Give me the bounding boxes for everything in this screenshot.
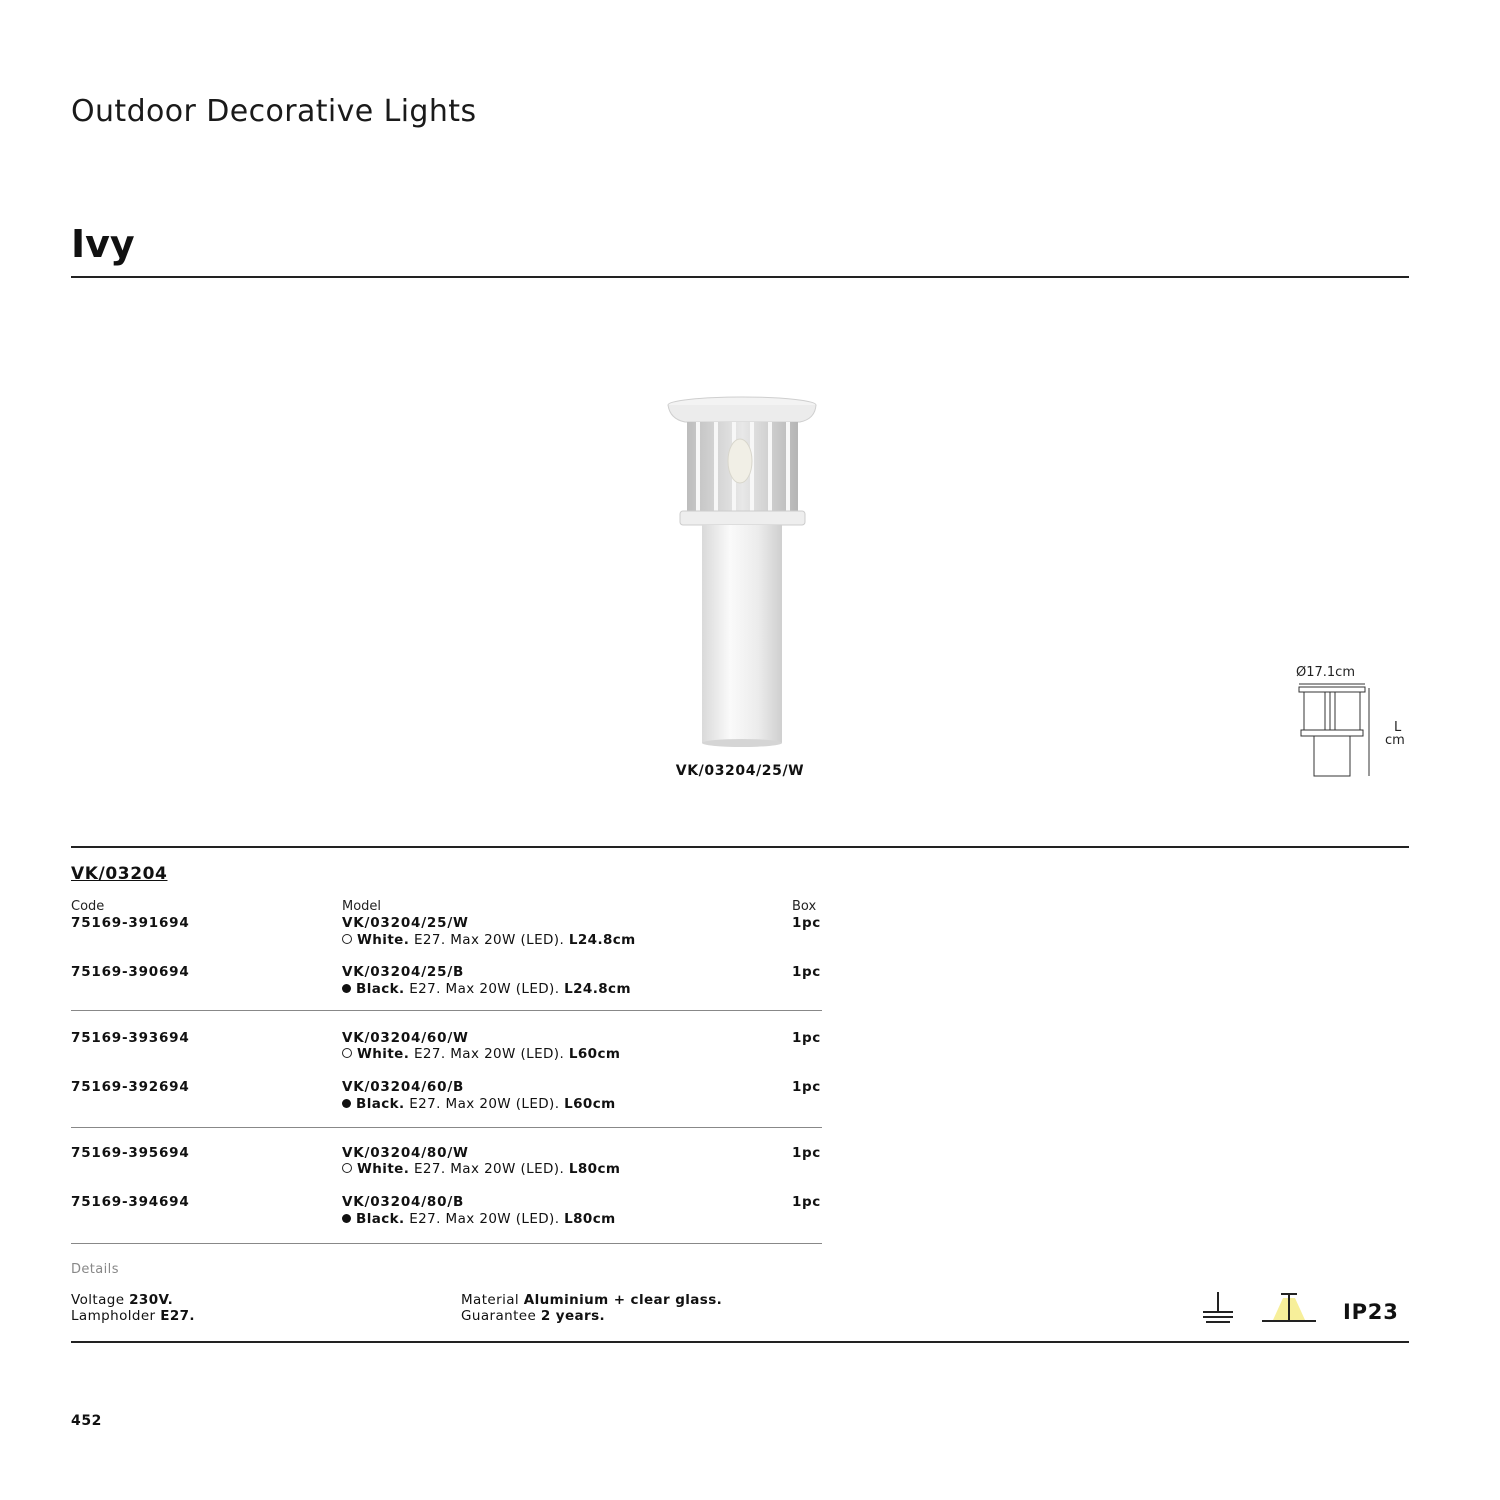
white-swatch-icon [342, 934, 352, 944]
page-number: 452 [71, 1413, 103, 1429]
row-color: White. [357, 932, 410, 948]
row-color: Black. [356, 1096, 405, 1112]
row-code: 75169-390694 [71, 964, 190, 980]
black-swatch-icon [342, 984, 351, 993]
lampholder-value: E27. [160, 1308, 195, 1324]
voltage-label: Voltage [71, 1292, 130, 1308]
ip-rating: IP23 [1343, 1300, 1399, 1324]
photo-caption: VK/03204/25/W [675, 763, 805, 779]
guarantee-value: 2 years. [540, 1308, 606, 1324]
row-code: 75169-394694 [71, 1194, 190, 1210]
lampholder-spec [71, 1308, 195, 1324]
row-box: 1pc [792, 1145, 821, 1161]
row-color: Black. [356, 1211, 405, 1227]
product-photo [660, 395, 825, 750]
row-spec: E27. Max 20W (LED). [409, 932, 569, 948]
lampholder-label: Lampholder [71, 1308, 161, 1324]
row-box: 1pc [792, 1030, 821, 1046]
row-spec: E27. Max 20W (LED). [409, 1161, 569, 1177]
row-model: VK/03204/80/W [342, 1145, 469, 1161]
row-description [342, 1161, 620, 1177]
category-heading: Outdoor Decorative Lights [71, 94, 477, 129]
title-divider [71, 276, 1409, 278]
box-column-header: Box [792, 899, 817, 914]
row-description [342, 1096, 616, 1112]
row-color: Black. [356, 981, 405, 997]
guarantee-label: Guarantee [461, 1308, 541, 1324]
material-spec [461, 1292, 722, 1308]
row-group-divider [71, 1127, 822, 1128]
model-column-header: Model [342, 899, 382, 914]
row-group-divider [71, 1243, 822, 1244]
floor-light-icon [1261, 1290, 1317, 1324]
details-label: Details [71, 1262, 119, 1277]
length-unit: cm [1385, 733, 1405, 748]
white-swatch-icon [342, 1163, 352, 1173]
luminaire-outline-icon [1280, 682, 1380, 782]
row-spec: E27. Max 20W (LED). [404, 1211, 565, 1227]
row-length: L80cm [564, 1211, 616, 1227]
white-swatch-icon [342, 1048, 352, 1058]
code-column-header: Code [71, 899, 105, 914]
row-length: L80cm [568, 1161, 621, 1177]
row-description [342, 981, 631, 997]
row-length: L60cm [568, 1046, 621, 1062]
row-model: VK/03204/60/W [342, 1030, 469, 1046]
length-label: L [1394, 720, 1402, 735]
row-code: 75169-391694 [71, 915, 190, 931]
material-value: Aluminium + clear glass. [523, 1292, 723, 1308]
row-model: VK/03204/80/B [342, 1194, 465, 1210]
product-title: Ivy [71, 222, 135, 266]
black-swatch-icon [342, 1099, 351, 1108]
material-label: Material [461, 1292, 524, 1308]
row-description [342, 932, 636, 948]
row-spec: E27. Max 20W (LED). [404, 1096, 565, 1112]
guarantee-spec [461, 1308, 605, 1324]
row-group-divider [71, 1010, 822, 1011]
row-code: 75169-392694 [71, 1079, 190, 1095]
footer-divider [71, 1341, 1409, 1343]
row-box: 1pc [792, 964, 821, 980]
earth-ground-icon [1200, 1290, 1236, 1324]
row-color: White. [357, 1046, 410, 1062]
row-model: VK/03204/25/W [342, 915, 469, 931]
voltage-value: 230V. [129, 1292, 174, 1308]
row-box: 1pc [792, 1079, 821, 1095]
row-code: 75169-395694 [71, 1145, 190, 1161]
diameter-label: Ø17.1cm [1296, 665, 1355, 680]
row-spec: E27. Max 20W (LED). [404, 981, 565, 997]
voltage-spec [71, 1292, 173, 1308]
row-color: White. [357, 1161, 410, 1177]
row-model: VK/03204/60/B [342, 1079, 465, 1095]
row-code: 75169-393694 [71, 1030, 190, 1046]
row-spec: E27. Max 20W (LED). [409, 1046, 569, 1062]
row-box: 1pc [792, 1194, 821, 1210]
row-description [342, 1046, 620, 1062]
row-length: L24.8cm [564, 981, 631, 997]
family-code: VK/03204 [71, 864, 168, 884]
row-length: L24.8cm [568, 932, 636, 948]
dimension-drawing [1280, 660, 1420, 790]
section-divider [71, 846, 1409, 848]
row-box: 1pc [792, 915, 821, 931]
row-description [342, 1211, 616, 1227]
row-model: VK/03204/25/B [342, 964, 465, 980]
row-length: L60cm [564, 1096, 616, 1112]
black-swatch-icon [342, 1214, 351, 1223]
